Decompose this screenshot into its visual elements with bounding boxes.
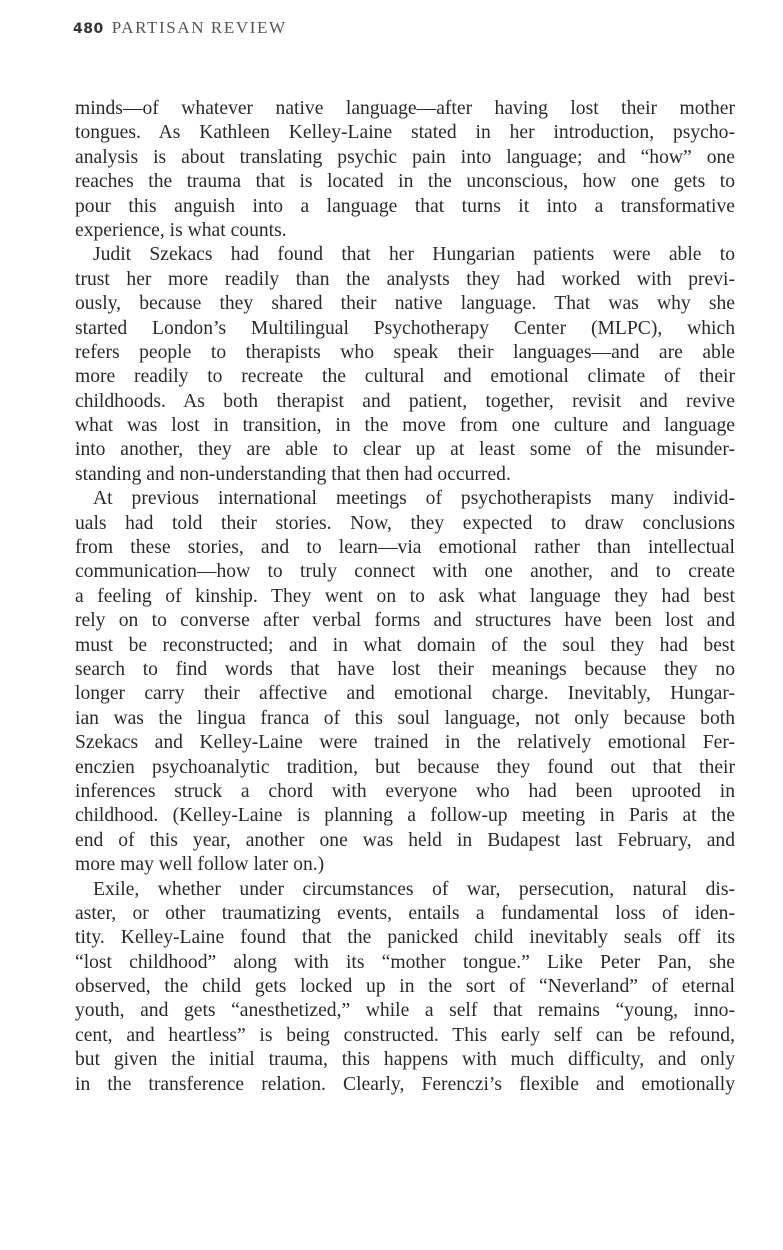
text-line: childhoods. As both therapist and patient, together, revisit and revive	[75, 390, 735, 412]
text-line: a feeling of kinship. They went on to ask what language they had best	[75, 585, 735, 607]
text-line: more may well follow later on.)	[75, 854, 325, 876]
text-line: enczien psychoanalytic tradition, but because they found out that their	[75, 756, 735, 778]
text-line: observed, the child gets locked up in the sort of “Neverland” of eternal	[75, 976, 735, 998]
text-line: communication—how to truly connect with one another, and to create	[75, 561, 735, 583]
text-line: but given the initial trauma, this happens with much difficulty, and only	[75, 1049, 735, 1071]
text-line: longer carry their affective and emotional charge. Inevitably, Hungar-	[75, 683, 735, 705]
text-line: At previous international meetings of psychotherapists many individ-	[93, 488, 735, 510]
text-line: more readily to recreate the cultural and emotional climate of their	[75, 366, 735, 388]
page-number: 480	[73, 21, 104, 37]
text-line: must be reconstructed; and in what domain of the soul they had best	[75, 634, 735, 656]
text-line: standing and non-understanding that then had occurred.	[75, 463, 511, 485]
text-line: aster, or other traumatizing events, entails a fundamental loss of iden-	[75, 902, 735, 924]
text-line: reaches the trauma that is located in the unconscious, how one gets to	[75, 171, 735, 193]
text-line: cent, and heartless” is being constructed. This early self can be refound,	[75, 1024, 735, 1046]
text-line: inferences struck a chord with everyone who had been uprooted in	[75, 780, 735, 802]
text-line: ously, because they shared their native language. That was why she	[75, 293, 735, 315]
paragraph	[75, 243, 735, 487]
text-line: from these stories, and to learn—via emotional rather than intellectual	[75, 537, 735, 559]
paragraph	[75, 97, 735, 243]
paragraph	[75, 487, 735, 877]
text-line: childhood. (Kelley-Laine is planning a follow-up meeting in Paris at the	[75, 805, 735, 827]
text-line: youth, and gets “anesthetized,” while a self that remains “young, inno-	[75, 1000, 735, 1022]
text-line: into another, they are able to clear up at least some of the misunder-	[75, 439, 735, 461]
text-line: what was lost in transition, in the move from one culture and language	[75, 415, 735, 437]
text-line: rely on to converse after verbal forms and structures have been lost and	[75, 610, 735, 632]
text-line: started London’s Multilingual Psychotherapy Center (MLPC), which	[75, 317, 735, 339]
text-line: analysis is about translating psychic pain into language; and “how” one	[75, 146, 735, 168]
text-line: experience, is what counts.	[75, 219, 287, 241]
text-line: Judit Szekacs had found that her Hungarian patients were able to	[93, 244, 735, 266]
text-line: tongues. As Kathleen Kelley-Laine stated in her introduction, psycho-	[75, 122, 735, 144]
text-line: minds—of whatever native language—after having lost their mother	[75, 98, 735, 119]
text-line: tity. Kelley-Laine found that the panicked child inevitably seals off its	[75, 927, 735, 949]
text-line: ian was the lingua franca of this soul language, not only because both	[75, 707, 735, 729]
text-line: Szekacs and Kelley-Laine were trained in the relatively emotional Fer-	[75, 732, 735, 754]
text-line: trust her more readily than the analysts they had worked with previ-	[75, 268, 735, 290]
article-body	[75, 97, 735, 1097]
text-line: uals had told their stories. Now, they expected to draw conclusions	[75, 512, 735, 534]
paragraph	[75, 878, 735, 1098]
text-line: pour this anguish into a language that turns it into a transformative	[75, 195, 735, 217]
running-header	[73, 18, 287, 38]
text-line: Exile, whether under circumstances of war, persecution, natural dis-	[93, 878, 735, 900]
text-line: end of this year, another one was held in Budapest last February, and	[75, 829, 735, 851]
text-line: search to find words that have lost their meanings because they no	[75, 658, 735, 680]
text-line: “lost childhood” along with its “mother tongue.” Like Peter Pan, she	[75, 951, 735, 973]
text-line: in the transference relation. Clearly, Ferenczi’s flexible and emotionally	[75, 1073, 735, 1095]
text-line: refers people to therapists who speak their languages—and are able	[75, 341, 735, 363]
journal-title: PARTISAN REVIEW	[111, 18, 287, 37]
